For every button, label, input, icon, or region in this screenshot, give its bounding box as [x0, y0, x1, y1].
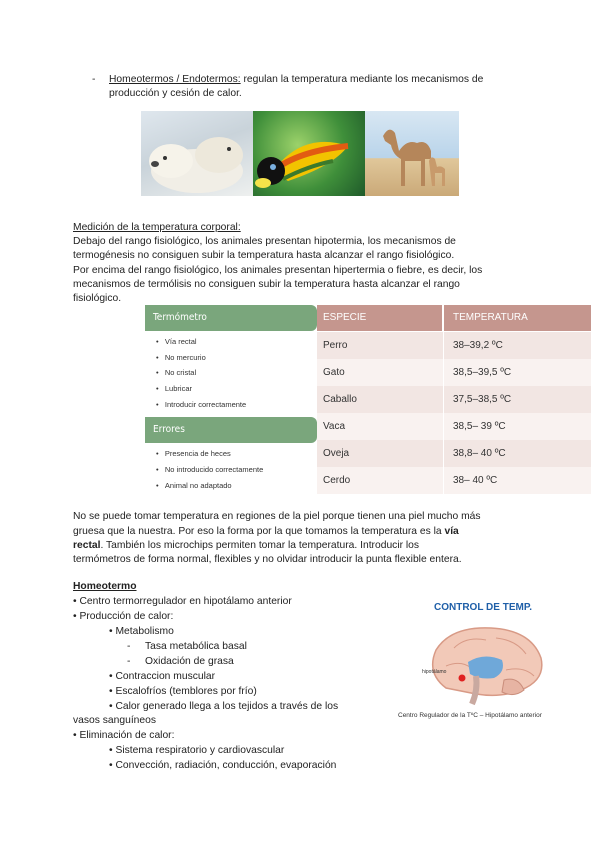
homeotermo-line-8: • Calor generado llega a los tejidos a través de los	[109, 701, 339, 712]
dash-1: -	[127, 641, 131, 652]
polar-bear-image	[141, 111, 253, 196]
homeotermos-definition-line2: producción y cesión de calor.	[109, 88, 242, 99]
medicion-heading	[73, 221, 241, 235]
species-column-label: ESPECIE	[323, 312, 367, 323]
rectal-bold: rectal	[73, 540, 101, 551]
medicion-line-4: mecanismos de termólisis no consiguen subir la temperatura hasta alcanzar el rango	[73, 279, 460, 290]
piel-line-1: No se puede tomar temperatura en regiones de la piel porque tienen una piel mucho más	[73, 511, 481, 522]
medicion-line-5: fisiológico.	[73, 293, 122, 304]
table-row	[317, 359, 591, 386]
table-row	[317, 440, 591, 467]
errors-item-3: • Animal no adaptado	[156, 481, 232, 490]
figure-title: CONTROL DE TEMP.	[434, 602, 532, 613]
homeotermos-term: Homeotermos / Endotermos:	[109, 74, 241, 85]
homeotermo-line-1: • Centro termorregulador en hipotálamo anterior	[73, 596, 292, 607]
species-cell: Oveja	[323, 448, 350, 459]
thermometer-item-2: • No mercurio	[156, 353, 206, 362]
homeotermo-line-4: Tasa metabólica basal	[145, 641, 247, 652]
table-row	[317, 332, 591, 359]
via-bold: vía	[444, 526, 459, 537]
medicion-line-1: Debajo del rango fisiológico, los animales presentan hipotermia, los mecanismos de	[73, 236, 456, 247]
homeotermo-heading-text: Homeotermo	[73, 581, 137, 592]
species-column-header	[317, 305, 442, 331]
temperature-cell: 38,5–39,5 ºC	[453, 367, 512, 378]
toucan-image	[253, 111, 365, 196]
homeotermo-line-5: Oxidación de grasa	[145, 656, 234, 667]
species-cell: Vaca	[323, 421, 346, 432]
dash-2: -	[127, 656, 131, 667]
species-cell: Caballo	[323, 394, 357, 405]
piel-line-3	[73, 539, 419, 553]
homeotermos-definition-line1	[109, 73, 483, 87]
thermometer-header: Termómetro	[145, 305, 317, 331]
toucan-photo	[253, 111, 365, 196]
species-cell: Cerdo	[323, 475, 351, 486]
homeotermo-line-10: • Eliminación de calor:	[73, 730, 175, 741]
homeotermo-line-3: • Metabolismo	[109, 626, 174, 637]
table-column-divider	[443, 332, 444, 494]
brain-illustration	[406, 618, 556, 710]
piel-line-2	[73, 525, 459, 539]
errors-item-1: • Presencia de heces	[156, 449, 231, 458]
temperature-cell: 38– 40 ºC	[453, 475, 498, 486]
thermometer-item-5: • Introducir correctamente	[156, 400, 247, 409]
temperature-cell: 38,8– 40 ºC	[453, 448, 506, 459]
bullet-dash: -	[92, 74, 96, 85]
errors-item-2: • No introducido correctamente	[156, 465, 264, 474]
temperature-cell: 37,5–38,5 ºC	[453, 394, 512, 405]
table-row	[317, 413, 591, 440]
piel-line-2-text: gruesa que la nuestra. Por eso la forma por la que tomamos la temperatura es la	[73, 526, 445, 537]
medicion-heading-text: Medición de la temperatura corporal:	[73, 222, 241, 233]
homeotermo-line-2: • Producción de calor:	[73, 611, 174, 622]
brain-figure	[398, 602, 578, 722]
homeotermo-heading	[73, 580, 137, 594]
homeotermos-text: regulan la temperatura mediante los mecanismos de	[240, 74, 484, 85]
piel-line-3-text: . También los microchips permiten tomar la temperatura. Introducir los	[100, 540, 420, 551]
species-cell: Perro	[323, 340, 348, 351]
table-row	[317, 467, 591, 494]
thermometer-item-4: • Lubricar	[156, 384, 192, 393]
temperature-column-header	[444, 305, 591, 331]
temperature-column-label: TEMPERATURA	[453, 312, 528, 323]
camel-image	[365, 111, 459, 196]
figure-caption: Centro Regulador de la TºC – Hipotálamo anterior	[398, 712, 542, 719]
errors-header: Errores	[145, 417, 317, 443]
medicion-line-2: termogénesis no consiguen subir la temperatura hasta alcanzar el rango fisiológico.	[73, 250, 455, 261]
temperature-cell: 38–39,2 ºC	[453, 340, 503, 351]
species-cell: Gato	[323, 367, 345, 378]
homeotermo-line-6: • Contraccion muscular	[109, 671, 216, 682]
homeotermo-line-11: • Sistema respiratorio y cardiovascular	[109, 745, 285, 756]
thermometer-item-3: • No cristal	[156, 368, 197, 377]
thermometer-item-1: • Vía rectal	[156, 337, 197, 346]
polar-bear-photo	[141, 111, 253, 196]
table-row	[317, 386, 591, 413]
medicion-line-3: Por encima del rango fisiológico, los animales presentan hipertermia o fiebre, es decir, los	[73, 265, 483, 276]
homeotermo-line-12: • Convección, radiación, conducción, evaporación	[109, 760, 337, 771]
piel-line-4: termómetros de forma normal, flexibles y no olvidar introducir la punta flexible entera.	[73, 554, 462, 565]
homeotermo-line-9: vasos sanguíneos	[73, 715, 157, 726]
hypothalamus-label: hipotálamo	[422, 669, 447, 675]
homeotermo-line-7: • Escalofríos (temblores por frío)	[109, 686, 257, 697]
temperature-cell: 38,5– 39 ºC	[453, 421, 506, 432]
camel-photo	[365, 111, 459, 196]
